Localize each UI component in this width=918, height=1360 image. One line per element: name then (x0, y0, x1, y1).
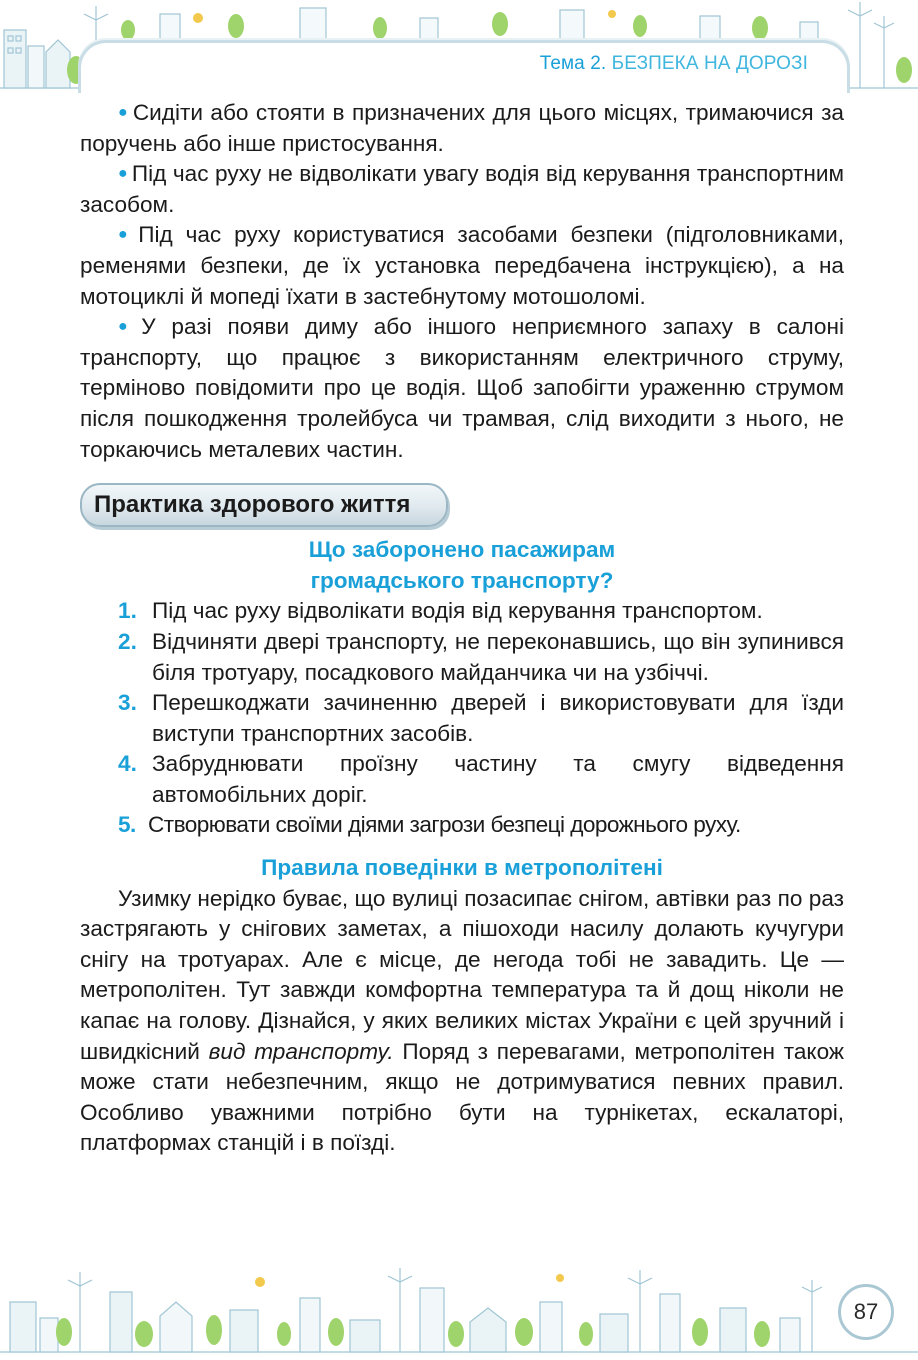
list-number: 1. (118, 598, 137, 624)
metro-text-part: Поряд з перевагами, метрополітен також може стати небезпечним, якщо не дотримуватися певних правил. Особливо уважними потрібно бути на турнікетах, ескалаторі, платформах станцій і в поїзді. (80, 1038, 844, 1156)
intro-rule-text: У разі появи диму або іншого неприємного запаху в салоні транспорту, що працює з використанням електричного струму, терміново повідомити про це водія. Щоб запобігти ураженню струмом після пошкодження тролейбуса чи трамвая, слід виходити з нього, не торкаючись металевих частин. (80, 314, 844, 462)
bullet-dot-icon: ● (118, 165, 128, 183)
list-item-text: Відчиняти двері транспорту, не переконавшись, що він зупинився біля тротуару, посадкового майданчика чи на узбіччі. (152, 628, 844, 685)
bottom-city-skyline-illustration (0, 1262, 918, 1360)
metro-text-part: Узимку нерідко буває, що вулиці позасипає снігом, автівки раз по раз застрягають у снігових заметах, а пішоходи насилу долають кучугури снігу на тротуарах. Але є місце, де негода тобі не завадить. Це — метрополітен. Тут завжди комфортна температура та й дощ ніколи не капає на голову. Дізнайся, у яких великих містах України є цей зручний і швидкісний (80, 885, 844, 1064)
intro-rule (80, 220, 844, 312)
list-item (80, 749, 844, 810)
intro-rule (80, 312, 844, 465)
list-number: 5. (118, 812, 136, 838)
list-item (80, 596, 844, 627)
intro-rule-text: Сидіти або стояти в призначених для цього місцях, тримаючися за поручень або інше пристосування. (80, 100, 844, 156)
list-number: 3. (118, 690, 137, 716)
list-item-text: Під час руху відволікати водія від керування транспортом. (152, 598, 763, 624)
bullet-dot-icon: ● (118, 104, 129, 121)
bullet-dot-icon: ● (118, 226, 135, 244)
intro-rule (80, 159, 844, 220)
list-item (80, 627, 844, 688)
list-item (80, 688, 844, 749)
list-item-text: Створювати своїми діями загрози безпеці дорожнього руху. (148, 812, 741, 838)
page-content (80, 98, 844, 1159)
page-number: 87 (838, 1284, 894, 1340)
metro-heading: Правила поведінки в метрополітені (261, 855, 663, 881)
running-head (540, 53, 808, 75)
forbidden-list (80, 596, 844, 841)
bullet-dot-icon: ● (118, 318, 138, 336)
metro-text-italic: вид транспорту. (208, 1038, 394, 1064)
metro-paragraph (80, 884, 844, 1159)
list-item (80, 810, 844, 841)
intro-rule (80, 98, 844, 159)
topic-label: Тема 2. (539, 53, 607, 74)
intro-rule-text: Під час руху не відволікати увагу водія від керування транспортним засобом. (80, 161, 844, 217)
list-number: 4. (118, 751, 137, 777)
section-title-pill: Практика здорового життя (80, 483, 448, 527)
forbidden-heading (80, 535, 844, 596)
forbidden-heading-line2: громадського транспорту? (310, 567, 614, 593)
topic-title: БЕЗПЕКА НА ДОРОЗІ (611, 53, 808, 74)
list-number: 2. (118, 628, 137, 654)
list-item-text: Перешкоджати зачиненню дверей і використовувати для їзди виступи транспортних засобів. (152, 690, 844, 746)
list-item-text: Забруднювати проїзну частину та смугу відведення автомобільних доріг. (152, 751, 844, 807)
intro-rule-text: Під час руху користуватися засобами безпеки (підголовниками, ременями безпеки, де їх установка передбачена інструкцією), а на мотоциклі й мопеді їхати в застебнутому мотошоломі. (80, 222, 844, 309)
forbidden-heading-line1: Що заборонено пасажирам (308, 537, 616, 563)
